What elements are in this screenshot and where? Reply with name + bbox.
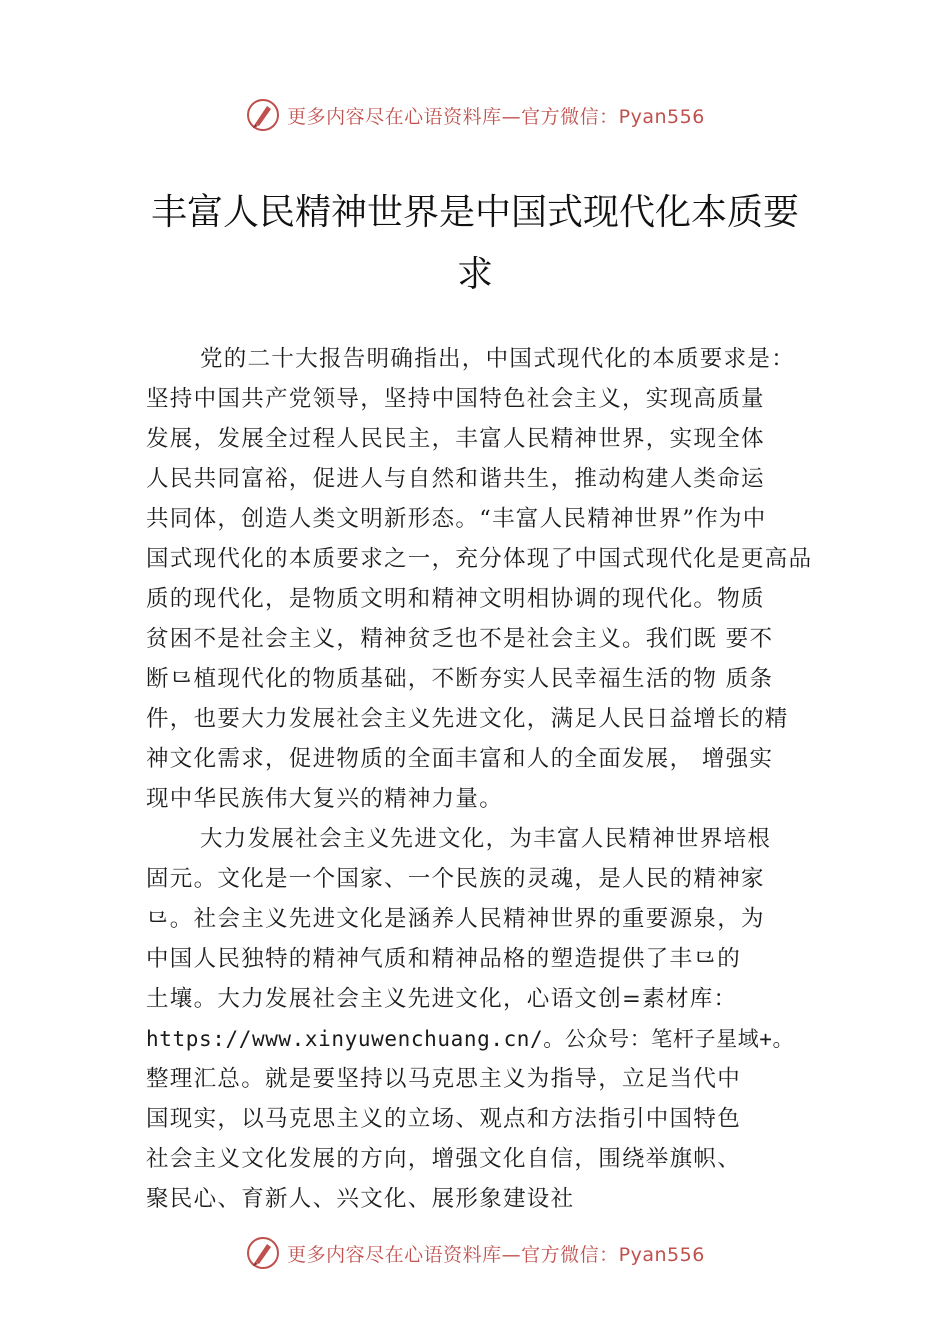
body-line: 断⺋植现代化的物质基础，不断夯实人民幸福生活的物 质条	[146, 666, 774, 692]
body-line: 大力发展社会主义先进文化，为丰富人民精神世界培根	[200, 826, 772, 852]
body-line-url: https://www.xinyuwenchuang.cn/。公众号：笔杆子星域+。	[146, 1027, 795, 1051]
body-line: 土壤。大力发展社会主义先进文化，心语文创=素材库：	[146, 986, 738, 1012]
body-line: 整理汇总。就是要坚持以马克思主义为指导，立足当代中	[146, 1066, 742, 1092]
header-banner-text: 更多内容尽在心语资料库—官方微信：Pyan556	[287, 105, 705, 128]
body-line: 现中华民族伟大复兴的精神力量。	[146, 786, 504, 812]
body-line: 发展，发展全过程人民民主，丰富人民精神世界，实现全体	[146, 426, 765, 452]
body-line: 质的现代化，是物质文明和精神文明相协调的现代化。物质	[146, 586, 765, 612]
title-line-1: 丰富人民精神世界是中国式现代化本质要	[150, 192, 799, 233]
header-banner	[0, 95, 950, 135]
body-line: 件，也要大力发展社会主义先进文化，满足人民日益增长的精	[146, 706, 789, 732]
body-line: 人民共同富裕，促进人与自然和谐共生，推动构建人类命运	[146, 466, 765, 492]
pen-logo-icon	[245, 1235, 281, 1271]
body-line: 聚民心、育新人、兴文化、展形象建设社	[146, 1186, 575, 1212]
body-line: 贫困不是社会主义，精神贫乏也不是社会主义。我们既 要不	[146, 626, 774, 652]
body-line: 党的二十大报告明确指出，中国式现代化的本质要求是：	[200, 346, 796, 372]
body-line: 中国人民独特的精神气质和精神品格的塑造提供了丰⺋的	[146, 946, 742, 972]
body-line: 坚持中国共产党领导，坚持中国特色社会主义，实现高质量	[146, 386, 765, 412]
body-line: 社会主义文化发展的方向，增强文化自信，围绕举旗帜、	[146, 1146, 742, 1172]
pen-logo-icon	[245, 97, 281, 133]
body-line: 共同体，创造人类文明新形态。“丰富人民精神世界”作为中	[146, 506, 767, 532]
footer-banner-text: 更多内容尽在心语资料库—官方微信：Pyan556	[287, 1243, 705, 1266]
title-line-2: 求	[456, 254, 493, 295]
body-line: 固元。文化是一个国家、一个民族的灵魂，是人民的精神家	[146, 866, 765, 892]
body-line: ⺋。社会主义先进文化是涵养人民精神世界的重要源泉，为	[146, 906, 765, 932]
footer-banner	[0, 1233, 950, 1273]
body-line: 神文化需求，促进物质的全面丰富和人的全面发展， 增强实	[146, 746, 774, 772]
body-line: 国现实，以马克思主义的立场、观点和方法指引中国特色	[146, 1106, 742, 1132]
page-title	[150, 182, 800, 306]
body-line: 国式现代化的本质要求之一，充分体现了中国式现代化是更高品	[146, 546, 813, 572]
